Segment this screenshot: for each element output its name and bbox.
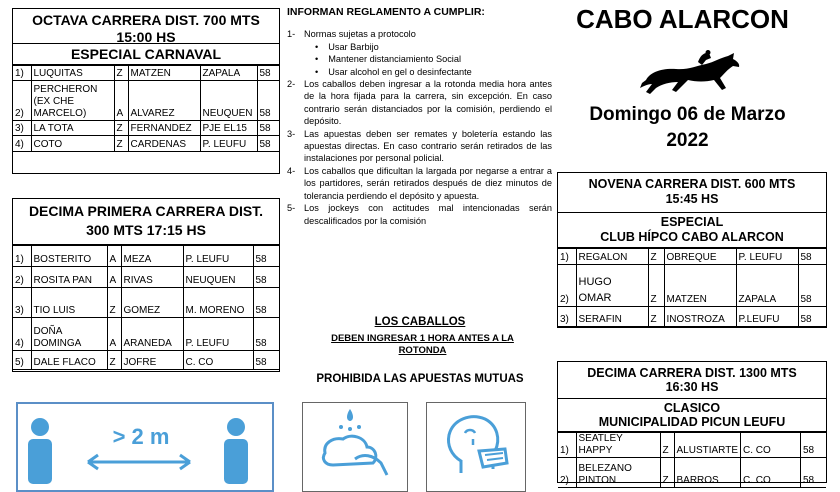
- rule-3: [287, 128, 552, 165]
- weight: 58: [257, 66, 279, 81]
- horse-rider-icon: [636, 50, 754, 101]
- table-row: [13, 246, 279, 267]
- post-number: 3): [13, 288, 31, 318]
- table-row: [558, 307, 826, 327]
- location: ZAPALA: [736, 265, 798, 307]
- horse-name: HUGO OMAR: [576, 265, 648, 307]
- location: P. LEUFU: [736, 249, 798, 265]
- table-row: [13, 351, 279, 370]
- post-number: 4): [13, 318, 31, 351]
- table-row: [13, 81, 279, 121]
- category: Z: [107, 288, 121, 318]
- location: M. MORENO: [183, 288, 253, 318]
- post-number: 4): [13, 136, 31, 152]
- post-number: 1): [558, 249, 576, 265]
- table-row: [13, 121, 279, 136]
- race-11-table: [13, 245, 279, 370]
- mask-sign: [426, 402, 526, 492]
- table-row: [558, 458, 826, 488]
- weight: 58: [798, 307, 826, 327]
- post-number: 3): [558, 307, 576, 327]
- bullet-item: • Usar Barbijo: [329, 42, 379, 52]
- weight: 58: [253, 318, 279, 351]
- weight: 58: [257, 121, 279, 136]
- post-number: 1): [13, 246, 31, 267]
- category: Z: [648, 249, 664, 265]
- table-row: [558, 249, 826, 265]
- horse-name: SEATLEY HAPPY: [576, 433, 660, 458]
- race-10-title: DECIMA CARRERA DIST. 1300 MTS: [587, 366, 797, 380]
- jockey: OBREQUE: [664, 249, 736, 265]
- jockey: ARANEDA: [121, 318, 183, 351]
- rules-section: [287, 6, 552, 227]
- weight: 58: [798, 249, 826, 265]
- category: A: [107, 318, 121, 351]
- rule-number: 3-: [287, 128, 296, 139]
- race-11-card: [12, 198, 280, 372]
- table-row: [13, 66, 279, 81]
- location: ZAPALA: [200, 66, 257, 81]
- rule-text: Los jockeys con actitudes mal intencionadas serán descalificados por la comisión: [304, 203, 552, 226]
- post-number: 1): [13, 66, 31, 81]
- post-number: 2): [13, 81, 31, 121]
- bullet-item: • Usar alcohol en gel o desinfectante: [329, 67, 472, 77]
- weight: 58: [257, 136, 279, 152]
- horse-name: TIO LUIS: [31, 288, 107, 318]
- post-number: 5): [13, 351, 31, 370]
- weight: 58: [801, 433, 827, 458]
- horse-name: DOÑA DOMINGA: [31, 318, 107, 351]
- rule-text: Normas sujetas a protocolo: [304, 29, 416, 40]
- category: Z: [114, 121, 128, 136]
- location: C. CO: [741, 433, 801, 458]
- horse-name: LA TOTA: [31, 121, 114, 136]
- horse-name: REGALON: [576, 249, 648, 265]
- race-8-table: [13, 65, 279, 152]
- race-10-subtitle: CLASICO: [663, 401, 721, 415]
- rules-heading: INFORMAN REGLAMENTO A CUMPLIR:: [287, 6, 485, 18]
- race-9-time: 15:45 HS: [665, 192, 719, 206]
- category: A: [107, 267, 121, 288]
- horse-name: PERCHERON (EX CHE MARCELO): [31, 81, 114, 121]
- rule-1: [287, 28, 552, 40]
- post-number: 2): [558, 458, 576, 488]
- rule-text: Las apuestas deben ser remates y boletería estando las apuestas directas. En caso contrario serán retirados de las instalaciones por personal policial.: [304, 128, 552, 164]
- jockey: FERNANDEZ: [128, 121, 200, 136]
- hand-wash-sign: [302, 402, 408, 492]
- horse-name: SERAFIN: [576, 307, 648, 327]
- jockey: BARROS: [674, 458, 741, 488]
- horse-name: BOSTERITO: [31, 246, 107, 267]
- rule-number: 2-: [287, 79, 296, 90]
- weight: 58: [253, 288, 279, 318]
- race-10-card: [557, 361, 827, 486]
- category: Z: [660, 433, 674, 458]
- betting-prohibited: PROHIBIDA LAS APUESTAS MUTUAS: [316, 373, 524, 385]
- post-number: 2): [13, 267, 31, 288]
- distance-sign: [16, 402, 274, 492]
- category: Z: [107, 351, 121, 370]
- horses-note-text: DEBEN INGRESAR 1 HORA ANTES A LA ROTONDA: [331, 333, 514, 356]
- race-9-table: [558, 248, 826, 327]
- horses-note-title: LOS CABALLOS: [374, 316, 466, 328]
- jockey: INOSTROZA: [664, 307, 736, 327]
- table-row: [558, 433, 826, 458]
- category: Z: [114, 136, 128, 152]
- horse-name: ROSITA PAN: [31, 267, 107, 288]
- rule-number: 5-: [287, 203, 296, 214]
- race-9-sponsor: CLUB HÍPCO CABO ALARCON: [600, 230, 784, 244]
- table-row: [558, 265, 826, 307]
- jockey: MATZEN: [128, 66, 200, 81]
- table-row: [13, 267, 279, 288]
- jockey: GOMEZ: [121, 288, 183, 318]
- table-row: [13, 288, 279, 318]
- table-row: [13, 136, 279, 152]
- event-date: [565, 102, 810, 154]
- distance-label: > 2 m: [112, 424, 170, 449]
- jockey: MEZA: [121, 246, 183, 267]
- race-8-subtitle: ESPECIAL CARNAVAL: [13, 44, 279, 65]
- location: C. CO: [741, 458, 801, 488]
- category: A: [114, 81, 128, 121]
- rule-5: [287, 202, 552, 227]
- race-10-sponsor: MUNICIPALIDAD PICUN LEUFU: [598, 415, 786, 429]
- category: Z: [648, 265, 664, 307]
- rule-text: Los caballos deben ingresar a la rotonda media hora antes de la hora fijada para la carrera, sin excepción. En caso contrario serán distanciados por la comisión, perdiendo el depósito.: [304, 79, 552, 127]
- hand-washing-icon: [303, 403, 407, 483]
- location: PJE EL15: [200, 121, 257, 136]
- category: Z: [648, 307, 664, 327]
- location: NEUQUEN: [200, 81, 257, 121]
- rule-number: 1-: [287, 29, 296, 40]
- race-8-time: 15:00 HS: [116, 29, 176, 45]
- race-11-title: DECIMA PRIMERA CARRERA DIST.: [28, 203, 264, 219]
- horse-name: LUQUITAS: [31, 66, 114, 81]
- weight: 58: [798, 265, 826, 307]
- location: P.LEUFU: [736, 307, 798, 327]
- rule-2: [287, 78, 552, 128]
- jockey: ALVAREZ: [128, 81, 200, 121]
- rule-4: [287, 165, 552, 202]
- race-10-time: 16:30 HS: [665, 380, 719, 394]
- horse-name: DALE FLACO: [31, 351, 107, 370]
- jockey: CARDENAS: [128, 136, 200, 152]
- jockey: RIVAS: [121, 267, 183, 288]
- bullet-item: • Mantener distanciamiento Social: [329, 54, 461, 64]
- race-8-card: [12, 8, 280, 174]
- category: A: [107, 246, 121, 267]
- weight: 58: [257, 81, 279, 121]
- rule-1-bullets: [329, 41, 552, 78]
- post-number: 3): [13, 121, 31, 136]
- face-mask-icon: [427, 403, 525, 483]
- post-number: 1): [558, 433, 576, 458]
- jockey: MATZEN: [664, 265, 736, 307]
- location: P. LEUFU: [200, 136, 257, 152]
- location: C. CO: [183, 351, 253, 370]
- rule-number: 4-: [287, 165, 296, 176]
- post-number: 2): [558, 265, 576, 307]
- location: P. LEUFU: [183, 318, 253, 351]
- race-9-subtitle: ESPECIAL: [660, 215, 724, 229]
- race-11-time: 300 MTS 17:15 HS: [86, 222, 206, 238]
- weight: 58: [253, 351, 279, 370]
- weight: 58: [253, 246, 279, 267]
- event-date-year: 2022: [666, 130, 709, 151]
- horse-name: COTO: [31, 136, 114, 152]
- horse-name: BELEZANO PINTON: [576, 458, 660, 488]
- category: Z: [660, 458, 674, 488]
- weight: 58: [801, 458, 827, 488]
- race-8-title: OCTAVA CARRERA DIST. 700 MTS: [32, 12, 260, 28]
- event-title: CABO ALARCON: [576, 4, 789, 34]
- rule-text: Los caballos que dificultan la largada por negarse a entrar a los partidores, serán retirados después de diez minutos de tolerancia perdiendo el depósito y apuesta.: [304, 165, 552, 201]
- location: NEUQUEN: [183, 267, 253, 288]
- weight: 58: [253, 267, 279, 288]
- table-row: [13, 318, 279, 351]
- event-date-day: Domingo 06 de Marzo: [589, 104, 786, 125]
- race-9-card: [557, 172, 827, 328]
- location: P. LEUFU: [183, 246, 253, 267]
- race-9-title: NOVENA CARRERA DIST. 600 MTS: [588, 177, 796, 191]
- category: Z: [114, 66, 128, 81]
- jockey: JOFRE: [121, 351, 183, 370]
- jockey: ALUSTIARTE: [674, 433, 741, 458]
